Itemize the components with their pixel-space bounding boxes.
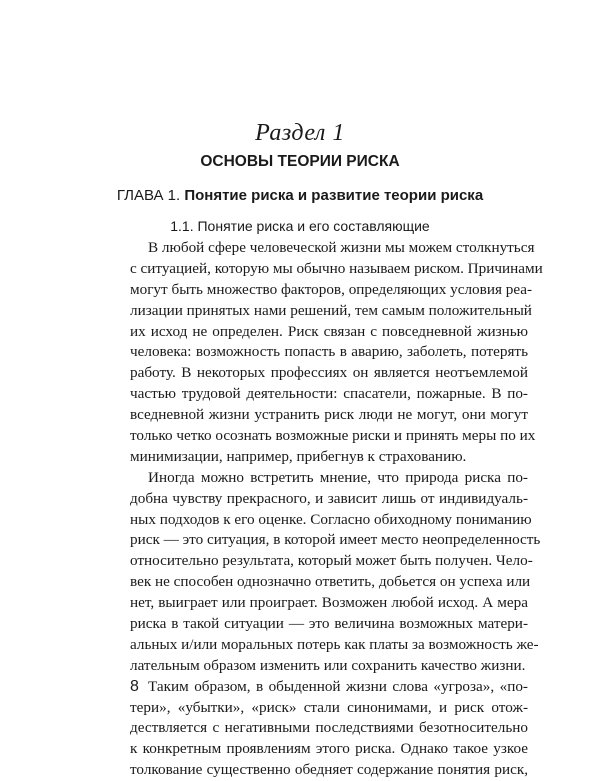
- text-line: только четко осознать возможные риски и принять меры по их: [130, 427, 536, 445]
- page-number: 8: [130, 678, 139, 695]
- text-line: альных и/или моральных потерь как платы за возможность же-: [130, 635, 539, 653]
- text-line: век не способен однозначно ответить, добьется он успеха или: [130, 573, 531, 591]
- text-line: человека: возможность попасть в аварию, заболеть, потерять: [130, 343, 528, 361]
- text-line: с ситуацией, которую мы обычно называем риском. Причинами: [130, 259, 543, 277]
- text-line: В любой сфере человеческой жизни мы можем столкнуться: [148, 239, 535, 256]
- text-line: частью трудовой деятельности: спасатели, пожарные. В по-: [130, 385, 528, 403]
- text-line: минимизации, например, прибегнув к страхованию.: [130, 447, 467, 465]
- text-line: Иногда можно встретить мнение, что природа риска по-: [148, 468, 528, 486]
- text-line: относительно результата, который может быть получен. Чело-: [130, 552, 533, 570]
- text-line: ных подходов к его оценке. Согласно обиходному пониманию: [130, 510, 532, 528]
- text-line: лизации принятых нами решений, тем самым положительный: [130, 301, 532, 319]
- text-line: добна чувству прекрасного, и зависит лишь от индивидуаль-: [130, 489, 528, 507]
- subsection-title: 1.1. Понятие риска и его составляющие: [170, 218, 430, 234]
- chapter-name: Понятие риска и развитие теории риска: [184, 187, 484, 204]
- text-line: нет, выиграет или проиграет. Возможен любой исход. А мера: [130, 594, 528, 612]
- text-line: к конкретным проявлениям этого риска. Однако такое узкое: [130, 740, 528, 758]
- text-line: толкование существенно обедняет содержание понятия риск,: [130, 761, 528, 779]
- part-title: ОСНОВЫ ТЕОРИИ РИСКА: [200, 153, 400, 170]
- text-line: могут быть множество факторов, определяющих условия реа-: [130, 280, 533, 298]
- chapter-label: ГЛАВА 1.: [116, 187, 181, 204]
- text-line: работу. В некоторых профессиях он является неотъемлемой: [130, 364, 528, 382]
- section-title: Раздел 1: [255, 120, 345, 146]
- body-text: [130, 238, 543, 781]
- text-line: дествляется с негативными последствиями безотносительно: [130, 719, 528, 737]
- text-line: вседневной жизни устранить риск люди не могут, они могут: [130, 406, 528, 424]
- text-line: риска в такой ситуации — это величина возможных матери-: [130, 615, 528, 633]
- text-line: тери», «убытки», «риск» стали синонимами, и риск отож-: [130, 698, 528, 716]
- text-line: их исход не определен. Риск связан с повседневной жизнью: [130, 322, 528, 340]
- text-line: Таким образом, в обыденной жизни слова «угроза», «по-: [148, 677, 528, 695]
- text-line: лательным образом изменить или сохранить качество жизни.: [130, 656, 526, 674]
- chapter-heading: [0, 187, 600, 204]
- text-line: риск — это ситуация, в которой имеет место неопределенность: [130, 531, 541, 549]
